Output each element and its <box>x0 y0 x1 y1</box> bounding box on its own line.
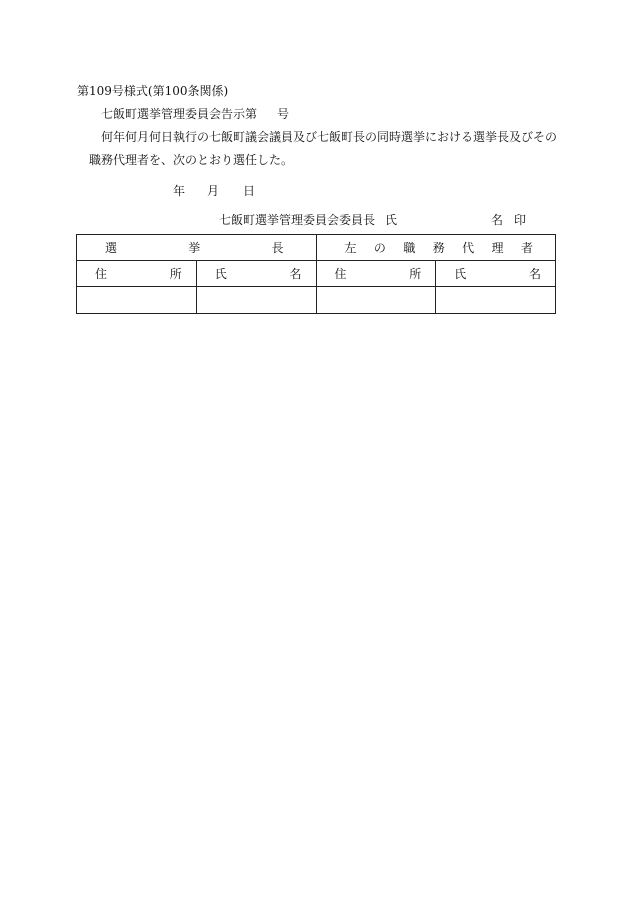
notice-body-line-2: 職務代理者を、次のとおり選任した。 <box>89 153 294 167</box>
header-char: 選 <box>105 241 118 255</box>
deputy-name-cell <box>436 287 556 314</box>
signatory-name-label: 氏 <box>385 213 398 227</box>
subheader-char: 名 <box>528 267 541 281</box>
appointment-table <box>76 234 556 314</box>
date-month-label: 月 <box>207 184 220 198</box>
form-number: 第109号様式(第100条関係) <box>77 84 229 98</box>
header-election-chief <box>77 235 317 261</box>
subheader-char: 名 <box>289 267 302 281</box>
notice-title: 七飯町選挙管理委員会告示第 <box>101 107 258 121</box>
seal-name-label: 名 <box>491 213 504 227</box>
deputy-address-cell <box>316 287 436 314</box>
seal-mark: 印 <box>514 213 527 227</box>
table-subheader-row <box>77 261 556 287</box>
header-char: 左 <box>344 241 357 255</box>
notice-body-line-1: 何年何月何日執行の七飯町議会議員及び七飯町長の同時選挙における選挙長及びその <box>101 130 558 144</box>
header-char: 挙 <box>188 241 201 255</box>
header-char: の <box>373 241 386 255</box>
header-char: 者 <box>520 241 533 255</box>
notice-number-label: 号 <box>277 107 290 121</box>
subheader-char: 所 <box>169 267 182 281</box>
table-header-row <box>77 235 556 261</box>
header-char: 代 <box>462 241 475 255</box>
header-char: 務 <box>432 241 445 255</box>
date-day-label: 日 <box>243 184 256 198</box>
subheader-deputy-name <box>436 261 556 287</box>
chief-address-cell <box>77 287 197 314</box>
date-year-label: 年 <box>173 184 186 198</box>
subheader-char: 所 <box>409 267 422 281</box>
subheader-chief-address <box>77 261 197 287</box>
chief-name-cell <box>196 287 316 314</box>
subheader-char: 氏 <box>454 267 467 281</box>
header-char: 職 <box>403 241 416 255</box>
header-char: 理 <box>491 241 504 255</box>
subheader-char: 住 <box>95 267 108 281</box>
subheader-char: 氏 <box>214 267 227 281</box>
subheader-char: 住 <box>334 267 347 281</box>
header-deputy <box>316 235 556 261</box>
signatory-title: 七飯町選挙管理委員会委員長 <box>219 213 376 227</box>
table-row <box>77 287 556 314</box>
subheader-chief-name <box>196 261 316 287</box>
subheader-deputy-address <box>316 261 436 287</box>
header-char: 長 <box>271 241 284 255</box>
